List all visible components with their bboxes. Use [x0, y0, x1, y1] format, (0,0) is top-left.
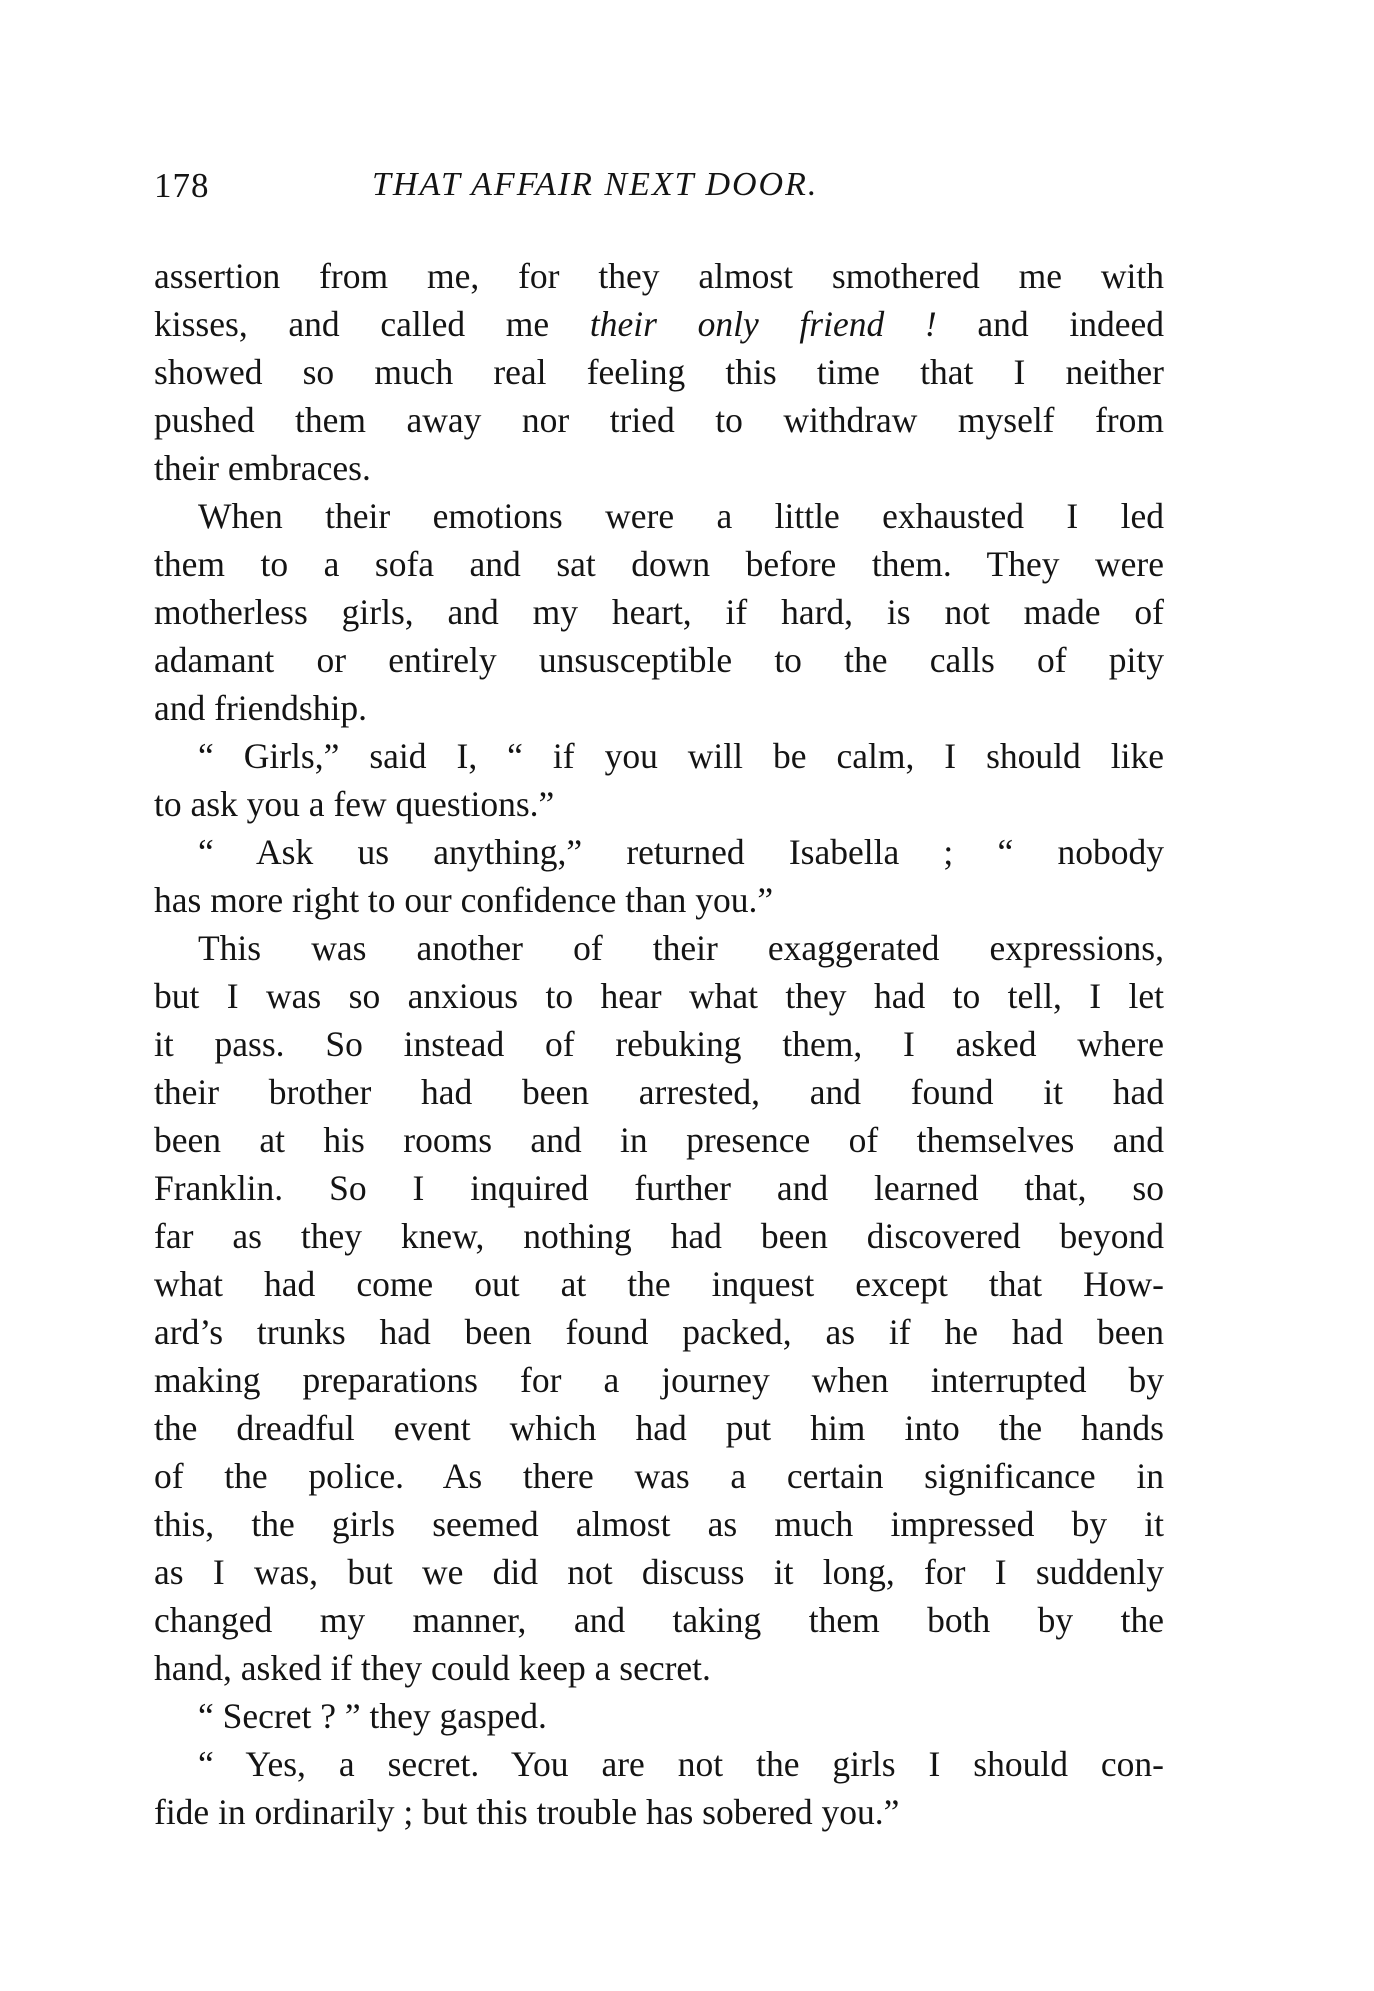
- text-line: This was another of their exaggerated expressions,: [198, 928, 1164, 968]
- running-head: [154, 166, 1164, 210]
- text-line: “ Secret ? ” they gasped.: [198, 1696, 547, 1736]
- text-line: pushed them away nor tried to withdraw myself from: [154, 400, 1164, 440]
- text-line: changed my manner, and taking them both by the: [154, 1600, 1164, 1640]
- text-segment: and indeed: [936, 304, 1164, 344]
- text-line: them to a sofa and sat down before them. They were: [154, 544, 1164, 584]
- text-line: “ Ask us anything,” returned Isabella ; “ nobody: [198, 832, 1164, 872]
- text-line: making preparations for a journey when interrupted by: [154, 1360, 1164, 1400]
- italic-phrase: their only friend !: [589, 304, 937, 344]
- text-line: showed so much real feeling this time that I neither: [154, 352, 1164, 392]
- text-line: “ Girls,” said I, “ if you will be calm, I should like: [198, 736, 1164, 776]
- text-line: the dreadful event which had put him into the hands: [154, 1408, 1164, 1448]
- body-text: [154, 252, 1164, 1836]
- text-line: to ask you a few questions.”: [154, 784, 555, 824]
- text-line: assertion from me, for they almost smothered me with: [154, 256, 1164, 296]
- text-line: motherless girls, and my heart, if hard, is not made of: [154, 592, 1164, 632]
- text-line: adamant or entirely unsusceptible to the calls of pity: [154, 640, 1164, 680]
- text-line: fide in ordinarily ; but this trouble has sobered you.”: [154, 1792, 900, 1832]
- text-line: but I was so anxious to hear what they had to tell, I let: [154, 976, 1164, 1016]
- text-line: Franklin. So I inquired further and learned that, so: [154, 1168, 1164, 1208]
- text-line: [154, 300, 1164, 348]
- text-line: their embraces.: [154, 448, 371, 488]
- text-line: as I was, but we did not discuss it long, for I suddenly: [154, 1552, 1164, 1592]
- text-line: When their emotions were a little exhausted I led: [198, 496, 1164, 536]
- text-line: and friendship.: [154, 688, 367, 728]
- text-segment: kisses, and called me: [154, 304, 590, 344]
- text-line: “ Yes, a secret. You are not the girls I should con-: [198, 1744, 1164, 1784]
- running-title: THAT AFFAIR NEXT DOOR.: [372, 166, 819, 203]
- page-number: 178: [154, 166, 210, 205]
- text-line: far as they knew, nothing had been discovered beyond: [154, 1216, 1164, 1256]
- text-line: this, the girls seemed almost as much impressed by it: [154, 1504, 1164, 1544]
- text-line: their brother had been arrested, and found it had: [154, 1072, 1164, 1112]
- text-line: ard’s trunks had been found packed, as if he had been: [154, 1312, 1164, 1352]
- text-line: of the police. As there was a certain significance in: [154, 1456, 1164, 1496]
- text-line: been at his rooms and in presence of themselves and: [154, 1120, 1164, 1160]
- text-line: hand, asked if they could keep a secret.: [154, 1648, 711, 1688]
- text-line: it pass. So instead of rebuking them, I asked where: [154, 1024, 1164, 1064]
- text-line: what had come out at the inquest except that How-: [154, 1264, 1164, 1304]
- text-line: has more right to our confidence than you.”: [154, 880, 774, 920]
